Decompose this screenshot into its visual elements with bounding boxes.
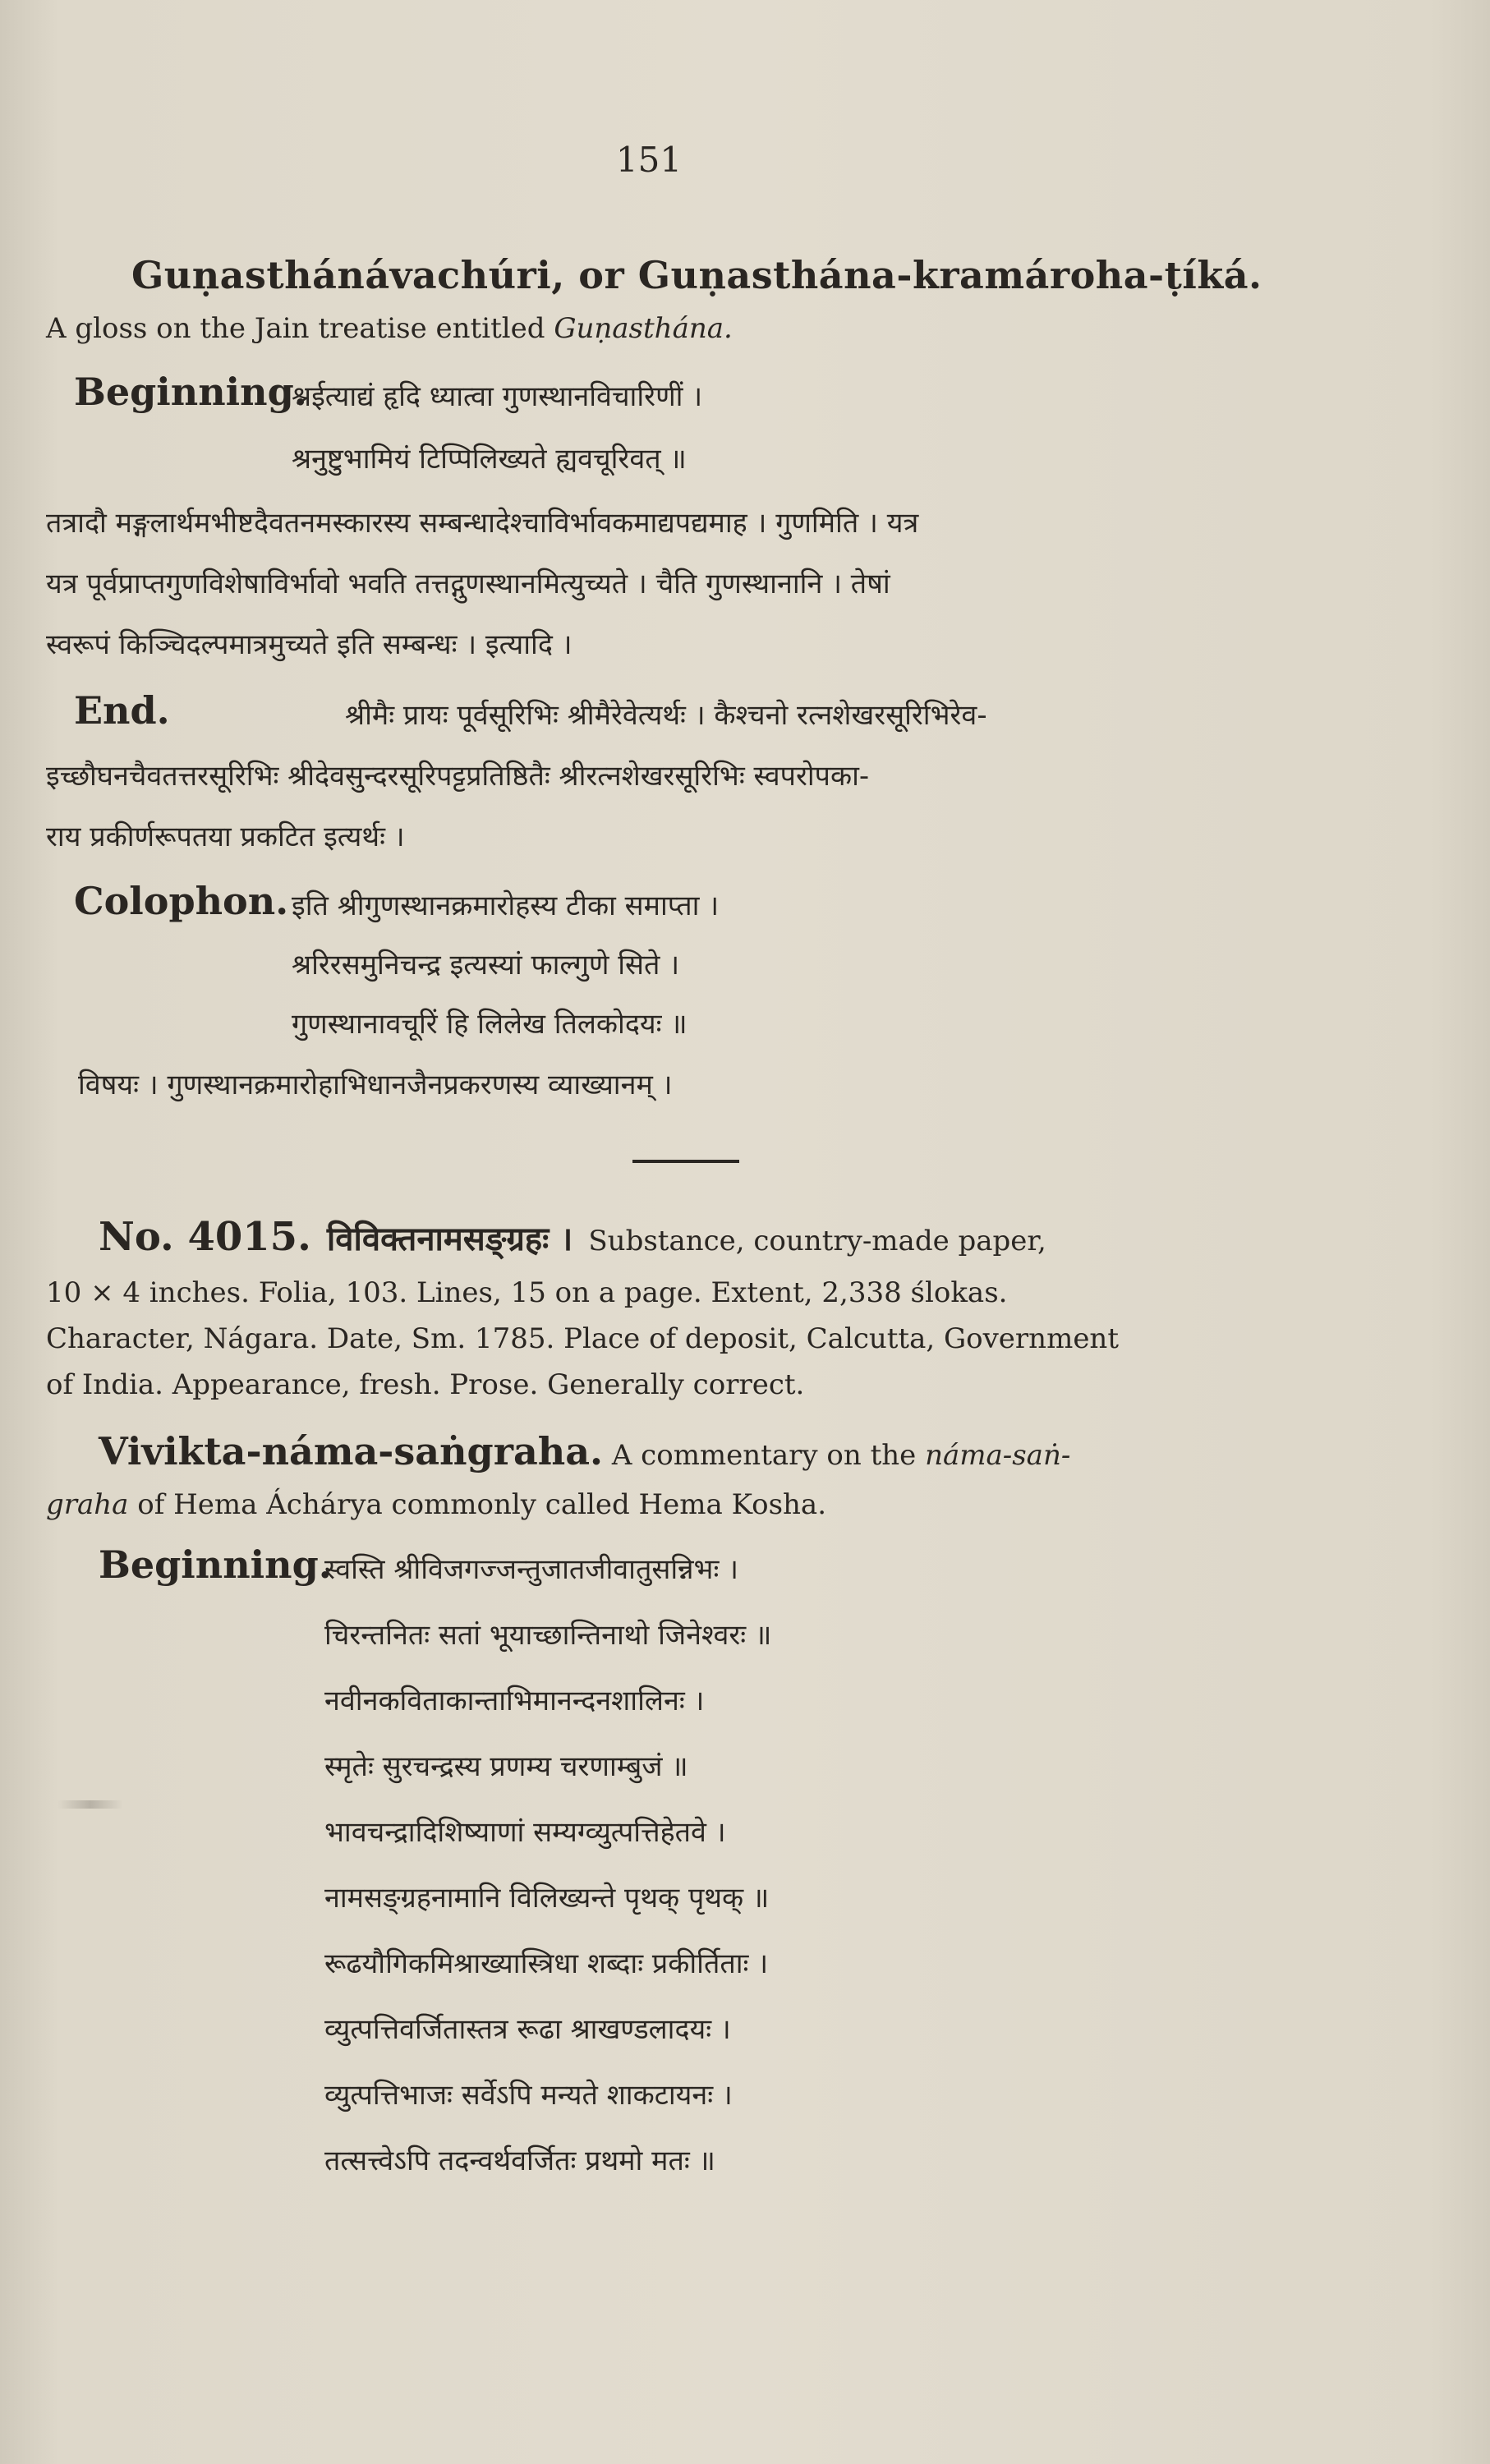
entry-header — [99, 1214, 1046, 1262]
beginning-verse-line: श्रनुष्टुभामियं टिप्पिलिख्यते ह्यवचूरिवत् ॥ — [292, 443, 687, 476]
beginning-label: Beginning. — [74, 370, 307, 414]
entry-details-line: Character, Nágara. Date, Sm. 1785. Place of deposit, Calcutta, Government — [46, 1322, 1119, 1355]
entry-description-italic: náma-saṅ- — [925, 1439, 1071, 1472]
entry-sanskrit-title: विविक्तनामसङ्ग्रहः । — [326, 1221, 573, 1258]
entry-number: No. 4015. — [99, 1214, 311, 1260]
beginning-verse-line: व्युत्पत्तिभाजः सर्वेऽपि मन्यते शाकटायनः । — [324, 2079, 733, 2112]
beginning-verse-line: तत्सत्त्वेऽपि तदन्वर्थवर्जितः प्रथमो मतः ॥ — [324, 2145, 715, 2177]
beginning-verse-line: व्युत्पत्तिवर्जितास्तत्र रूढा श्राखण्डलादयः । — [324, 2013, 731, 2046]
colophon-label: Colophon. — [74, 879, 289, 923]
beginning-verse-line: स्मृतेः सुरचन्द्रस्य प्रणम्य चरणाम्बुजं ॥ — [324, 1750, 688, 1783]
beginning-verse-line: नामसङ्ग्रहनामानि विलिख्यन्ते पृथक् पृथक् ॥ — [324, 1882, 770, 1915]
beginning-verse-line: भावचन्द्रादिशिष्याणां सम्यग्व्युत्पत्तिहेतवे । — [324, 1816, 726, 1849]
beginning-verse-line: श्रईत्याद्यं हृदि ध्यात्वा गुणस्थानविचारिणीं । — [292, 380, 703, 413]
entry-description: A commentary on the — [603, 1439, 926, 1472]
entry-title-line — [99, 1429, 1070, 1477]
colophon-line: इति श्रीगुणस्थानक्रमारोहस्य टीका समाप्ता । — [292, 890, 720, 922]
colophon-line: गुणस्थानावचूरिं हि लिलेख तिलकोदयः ॥ — [292, 1008, 688, 1041]
entry-description-italic: graha — [46, 1488, 129, 1521]
subtitle-italic: Guṇasthána. — [554, 312, 733, 345]
beginning-verse-line: चिरन्तनितः सतां भूयाच्छान्तिनाथो जिनेश्वरः ॥ — [324, 1619, 772, 1652]
entry-title: Guṇasthánávachúri, or Guṇasthána-kramároha-ṭíká. — [131, 253, 1262, 297]
paper-blemish — [57, 1800, 123, 1809]
prose-line: यत्र पूर्वप्राप्तगुणविशेषाविर्भावो भवति तत्तद्गुणस्थानमित्युच्यते । चैति गुणस्थानानि । तेषां — [46, 568, 890, 600]
beginning-verse-line: नवीनकविताकान्ताभिमानन्दनशालिनः । — [324, 1685, 705, 1717]
entry-details-line: Substance, country-made paper, — [588, 1225, 1046, 1257]
entry-description: of Hema Áchárya commonly called Hema Kosha. — [128, 1488, 827, 1521]
prose-line: तत्रादौ मङ्गलार्थमभीष्टदैवतनमस्कारस्य सम्बन्धादेश्चाविर्भावकमाद्यपद्यमाह । गुणमिति । यत्र — [46, 507, 919, 540]
end-label: End. — [74, 688, 170, 733]
entry-subtitle — [46, 312, 733, 345]
beginning-verse-line: रूढयौगिकमिश्राख्यास्त्रिधा शब्दाः प्रकीर्तिताः । — [324, 1947, 769, 1980]
subject-line: विषयः । गुणस्थानक्रमारोहाभिधानजैनप्रकरणस्य व्याख्यानम् । — [78, 1069, 673, 1101]
end-line: इच्छौघनचैवतत्तरसूरिभिः श्रीदेवसुन्दरसूरिपट्टप्रतिष्ठितैः श्रीरत्नशेखरसूरिभिः स्वपरोपका- — [46, 760, 870, 793]
beginning-verse-line: स्वस्ति श्रीविजगज्जन्तुजातजीवातुसन्निभः । — [324, 1553, 739, 1586]
entry-details-line: 10 × 4 inches. Folia, 103. Lines, 15 on a page. Extent, 2,338 ślokas. — [46, 1276, 1008, 1309]
section-divider — [632, 1160, 739, 1163]
end-line: राय प्रकीर्णरूपतया प्रकटित इत्यर्थः । — [46, 821, 405, 853]
end-line: श्रीमैः प्रायः पूर्वसूरिभिः श्रीमैरेवेत्यर्थः । कैश्चनो रत्नशेखरसूरिभिरेव- — [345, 699, 987, 732]
entry-description-line — [46, 1483, 826, 1526]
subtitle-prefix: A gloss on the Jain treatise entitled — [46, 312, 554, 345]
entry-title: Vivikta-náma-saṅgraha. — [99, 1429, 604, 1473]
page-number: 151 — [615, 140, 683, 180]
prose-line: स्वरूपं किञ्चिदल्पमात्रमुच्यते इति सम्बन्धः । इत्यादि । — [46, 628, 573, 661]
colophon-line: श्ररिरसमुनिचन्द्र इत्यस्यां फाल्गुणे सिते । — [292, 949, 680, 981]
entry-details-line: of India. Appearance, fresh. Prose. Generally correct. — [46, 1368, 805, 1401]
beginning-label: Beginning. — [99, 1542, 332, 1587]
